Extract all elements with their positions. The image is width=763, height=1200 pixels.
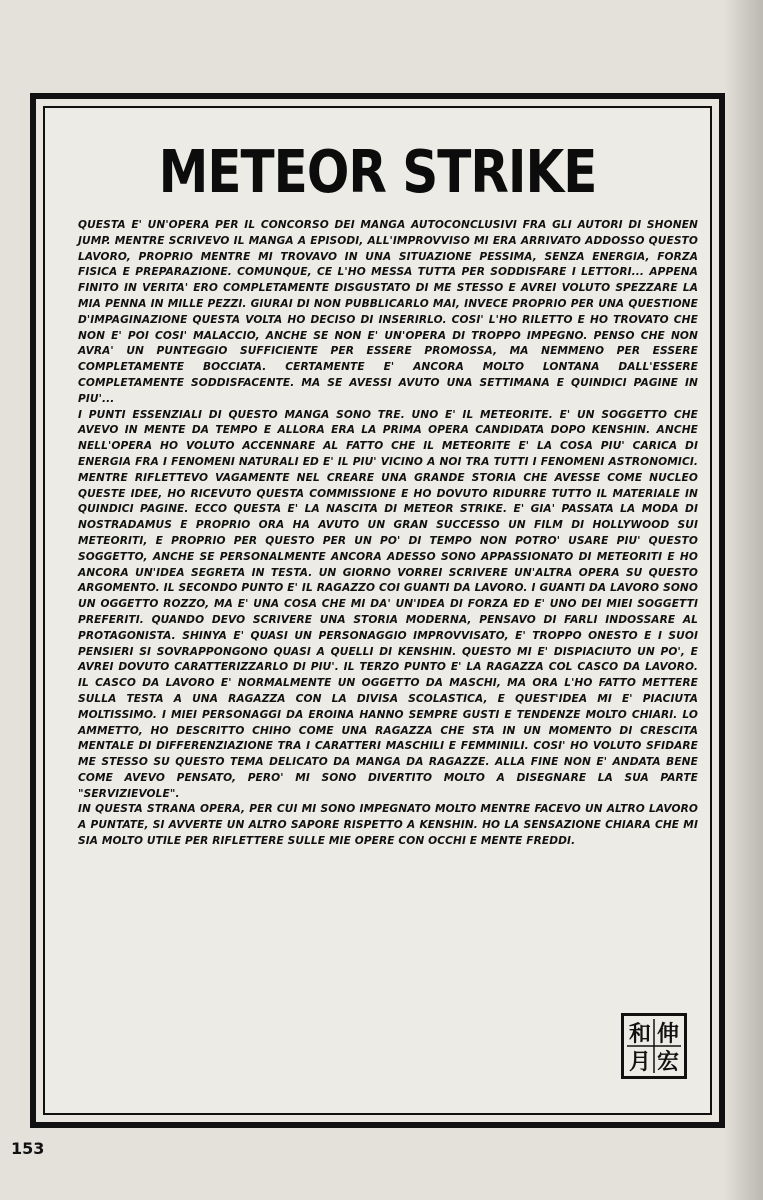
page-number: 153 xyxy=(11,1139,45,1158)
page-title: METEOR STRIKE xyxy=(158,137,597,207)
author-seal-stamp xyxy=(621,1013,687,1079)
seal-char-1: 伸 xyxy=(656,1021,680,1047)
seal-characters xyxy=(624,1016,684,1076)
article-body xyxy=(78,218,698,850)
text-frame-inner xyxy=(43,106,712,1115)
seal-char-3: 和 xyxy=(628,1021,652,1047)
paragraph-intro: QUESTA E' UN'OPERA PER IL CONCORSO DEI MANGA AUTOCONCLUSIVI FRA GLI AUTORI DI SHONEN JUMP. MENTRE SCRIVEVO IL MANGA A EPISODI, ALL'IMPROVVISO MI ERA ARRIVATO ADDOSSO QUESTO LAVORO, PROPRIO MENTRE MI TROVAVO IN UNA SITUAZIONE PESSIMA, SENZA ENERGIA, FORZA FISICA E PREPARAZIONE. COMUNQUE, CE L'HO MESSA TUTTA PER SODDISFARE I LETTORI... APPENA FINITO IN VERITA' ERO COMPLETAMENTE DISGUSTATO DI ME STESSO E AVREI VOLUTO SPEZZARE LA MIA PENNA IN MILLE PEZZI. GIURAI DI NON PUBBLICARLO MAI, INVECE PROPRIO PER UNA QUESTIONE D'IMPAGINAZIONE QUESTA VOLTA HO DECISO DI INSERIRLO. COSI' L'HO RILETTO E HO TROVATO CHE NON E' POI COSI' MALACCIO, ANCHE SE NON E' UN'OPERA DI TROPPO IMPEGNO. PENSO CHE NON AVRA' UN PUNTEGGIO SUFFICIENTE PER ESSERE PROMOSSA, MA NEMMENO PER ESSERE COMPLETAMENTE BOCCIATA. CERTAMENTE E' ANCORA MOLTO LONTANA DALL'ESSERE COMPLETAMENTE SODDISFACENTE. MA SE AVESSI AVUTO UNA SETTIMANA E QUINDICI PAGINE IN PIU'... xyxy=(78,219,698,405)
text-frame xyxy=(30,93,725,1128)
page-gutter-shadow xyxy=(723,0,763,1200)
paragraph-key-points: I PUNTI ESSENZIALI DI QUESTO MANGA SONO TRE. UNO E' IL METEORITE. E' UN SOGGETTO CHE AVEVO IN MENTE DA TEMPO E ALLORA ERA LA PRIMA OPERA CANDIDATA DOPO KENSHIN. ANCHE NELL'OPERA HO VOLUTO ACCENNARE AL FATTO CHE IL METEORITE E' LA COSA PIU' CARICA DI ENERGIA FRA I FENOMENI NATURALI ED E' IL PIU' VICINO A NOI TRA TUTTI I FENOMENI ASTRONOMICI. MENTRE RIFLETTEVO VAGAMENTE NEL CREARE UNA GRANDE STORIA CHE AVESSE COME NUCLEO QUESTE IDEE, HO RICEVUTO QUESTA COMMISSIONE E HO DOVUTO RIDURRE TUTTO IL MATERIALE IN QUINDICI PAGINE. ECCO QUESTA E' LA NASCITA DI METEOR STRIKE. E' GIA' PASSATA LA MODA DI NOSTRADAMUS E PROPRIO ORA HA AVUTO UN GRAN SUCCESSO UN FILM DI HOLLYWOOD SUI METEORITI, E PROPRIO PER QUESTO PER UN PO' DI TEMPO NON POTRO' USARE PIU' QUESTO SOGGETTO, ANCHE SE PERSONALMENTE ANCORA ADESSO SONO APPASSIONATO DI METEORITI E HO ANCORA UN'IDEA SEGRETA IN TESTA. UN GIORNO VORREI SCRIVERE UN'ALTRA OPERA SU QUESTO ARGOMENTO. IL SECONDO PUNTO E' IL RAGAZZO COI GUANTI DA LAVORO. I GUANTI DA LAVORO SONO UN OGGETTO ROZZO, MA E' UNA COSA CHE MI DA' UN'IDEA DI FORZA ED E' UNO DEI MIEI SOGGETTI PREFERITI. QUANDO DEVO SCRIVERE UNA STORIA MODERNA, PENSAVO DI FARLI INDOSSARE AL PROTAGONISTA. SHINYA E' QUASI UN PERSONAGGIO IMPROVVISATO, E' TROPPO ONESTO E I SUOI PENSIERI SI SOVRAPPONGONO QUASI A QUELLI DI KENSHIN. QUESTO MI E' DISPIACIUTO UN PO', E AVREI DOVUTO CARATTERIZZARLO DI PIU'. IL TERZO PUNTO E' LA RAGAZZA COL CASCO DA LAVORO. IL CASCO DA LAVORO E' NORMALMENTE UN OGGETTO DA MASCHI, MA ORA L'HO FATTO METTERE SULLA TESTA A UNA RAGAZZA CON LA DIVISA SCOLASTICA, E QUEST'IDEA MI E' PIACIUTA MOLTISSIMO. I MIEI PERSONAGGI DA EROINA HANNO SEMPRE GUSTI E TENDENZE MOLTO CHIARI. LO AMMETTO, HO DESCRITTO CHIHO COME UNA RAGAZZA CHE STA IN UN MOMENTO DI CRESCITA MENTALE DI DIFFERENZIAZIONE TRA I CARATTERI MASCHILI E FEMMINILI. COSI' HO VOLUTO SFIDARE ME STESSO SU QUESTO TEMA DELICATO DA MANGA DA RAGAZZE. ALLA FINE NON E' ANDATA BENE COME AVEVO PENSATO, PERO' MI SONO DIVERTITO MOLTO A DISEGNARE LA SUA PARTE "SERVIZIEVOLE". xyxy=(78,408,698,800)
paragraph-conclusion: IN QUESTA STRANA OPERA, PER CUI MI SONO IMPEGNATO MOLTO MENTRE FACEVO UN ALTRO LAVORO A PUNTATE, SI AVVERTE UN ALTRO SAPORE RISPETTO A KENSHIN. HO LA SENSAZIONE CHIARA CHE MI SIA MOLTO UTILE PER RIFLETTERE SULLE MIE OPERE CON OCCHI E MENTE FREDDI. xyxy=(78,803,698,848)
seal-char-2: 宏 xyxy=(656,1049,680,1075)
seal-char-4: 月 xyxy=(628,1049,652,1075)
